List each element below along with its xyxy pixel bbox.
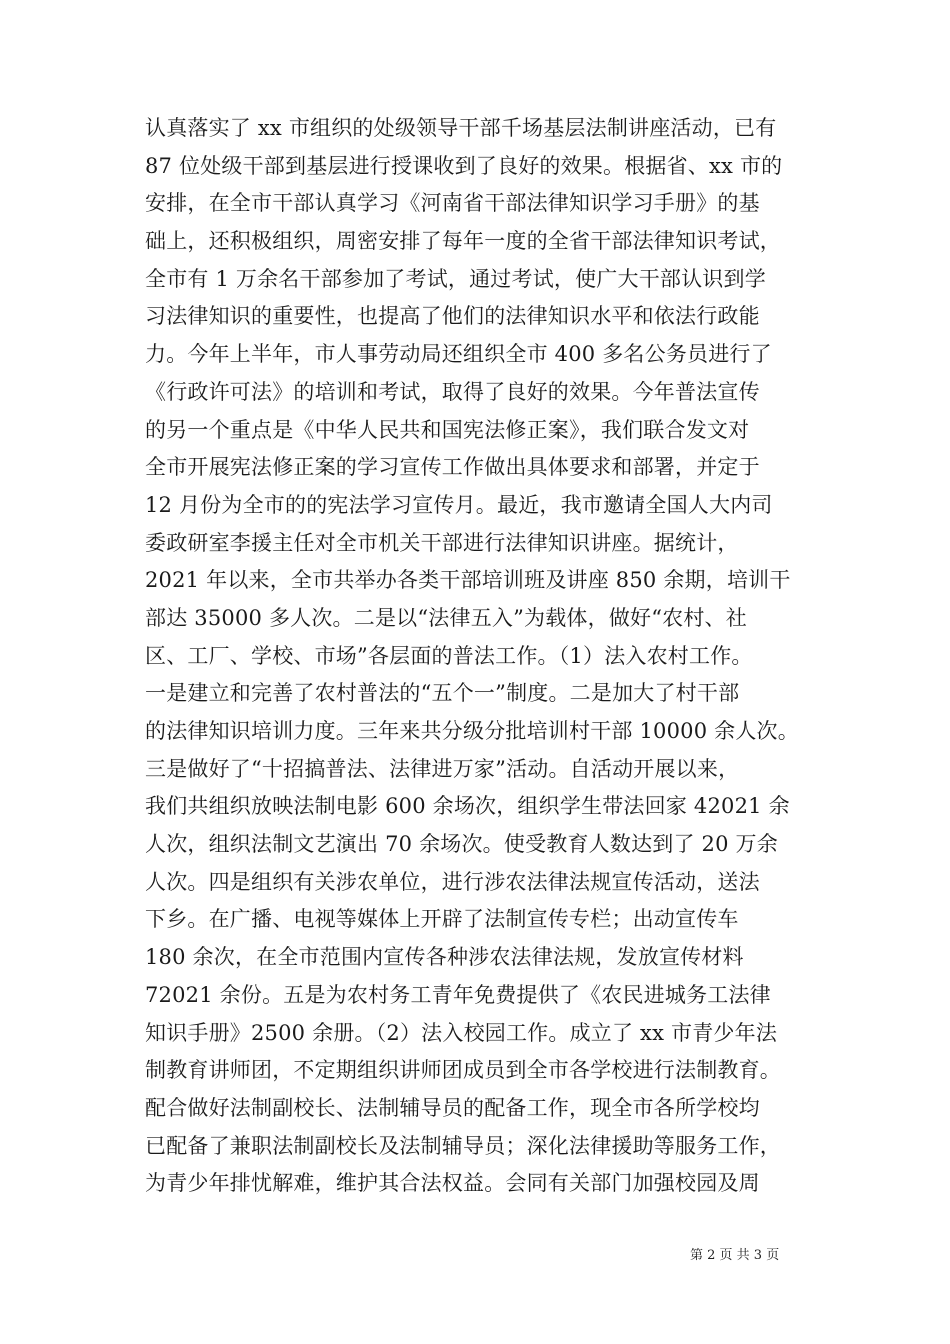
text-line: 习法律知识的重要性，也提高了他们的法律知识水平和依法行政能 [145,304,760,329]
text-line: 认真落实了 xx 市组织的处级领导干部千场基层法制讲座活动，已有 [145,116,777,140]
text-line: 区、工厂、学校、市场”各层面的普法工作。（1）法入农村工作。 [145,643,753,668]
text-line: 安排，在全市干部认真学习《河南省干部法律知识学习手册》的基 [145,191,760,216]
text-line: 三是做好了“十招搞普法、法律进万家”活动。自活动开展以来， [145,756,740,781]
body-text [145,110,845,1203]
text-line: 全市有 1 万余名干部参加了考试，通过考试，使广大干部认识到学 [145,266,766,291]
text-line: 已配备了兼职法制副校长及法制辅导员；深化法律援助等服务工作， [145,1133,781,1158]
text-line: 配合做好法制副校长、法制辅导员的配备工作，现全市各所学校均 [145,1095,760,1120]
text-line: 180 余次，在全市范围内宣传各种涉农法律法规，发放宣传材料 [145,945,744,970]
text-line: 全市开展宪法修正案的学习宣传工作做出具体要求和部署，并定于 [145,455,760,480]
text-line: 12 月份为全市的的宪法学习宣传月。最近，我市邀请全国人大内司 [145,492,773,517]
text-line: 委政研室李援主任对全市机关干部进行法律知识讲座。据统计， [145,530,739,555]
text-line: 部达 35000 多人次。二是以“法律五入”为载体，做好“农村、社 [145,605,747,630]
text-line: 础上，还积极组织，周密安排了每年一度的全省干部法律知识考试， [145,229,781,254]
text-line: 的另一个重点是《中华人民共和国宪法修正案》，我们联合发文对 [145,417,750,442]
text-line: 人次，组织法制文艺演出 70 余场次。使受教育人数达到了 20 万余 [145,832,778,857]
text-line: 下乡。在广播、电视等媒体上开辟了法制宣传专栏；出动宣传车 [145,907,739,932]
text-line: 的法律知识培训力度。三年来共分级分批培训村干部 10000 余人次。 [145,719,799,743]
text-line: 人次。四是组织有关涉农单位，进行涉农法律法规宣传活动，送法 [145,869,760,894]
text-line: 我们共组织放映法制电影 600 余场次，组织学生带法回家 42021 余 [145,794,790,819]
page-number: 第 2 页 共 3 页 [690,1248,780,1263]
text-line: 《行政许可法》的培训和考试，取得了良好的效果。今年普法宣传 [145,379,760,404]
text-line: 87 位处级干部到基层进行授课收到了良好的效果。根据省、xx 市的 [145,153,783,178]
text-line: 2021 年以来，全市共举办各类干部培训班及讲座 850 余期，培训干 [145,568,791,593]
text-line: 72021 余份。五是为农村务工青年免费提供了《农民进城务工法律 [145,982,771,1007]
text-line: 制教育讲师团，不定期组织讲师团成员到全市各学校进行法制教育。 [145,1058,781,1083]
text-line: 一是建立和完善了农村普法的“五个一”制度。二是加大了村干部 [145,681,740,706]
text-line: 力。今年上半年，市人事劳动局还组织全市 400 多名公务员进行了 [145,342,772,367]
text-line: 知识手册》2500 余册。（2）法入校园工作。成立了 xx 市青少年法 [145,1020,778,1045]
text-line: 为青少年排忧解难，维护其合法权益。会同有关部门加强校园及周 [145,1171,760,1196]
